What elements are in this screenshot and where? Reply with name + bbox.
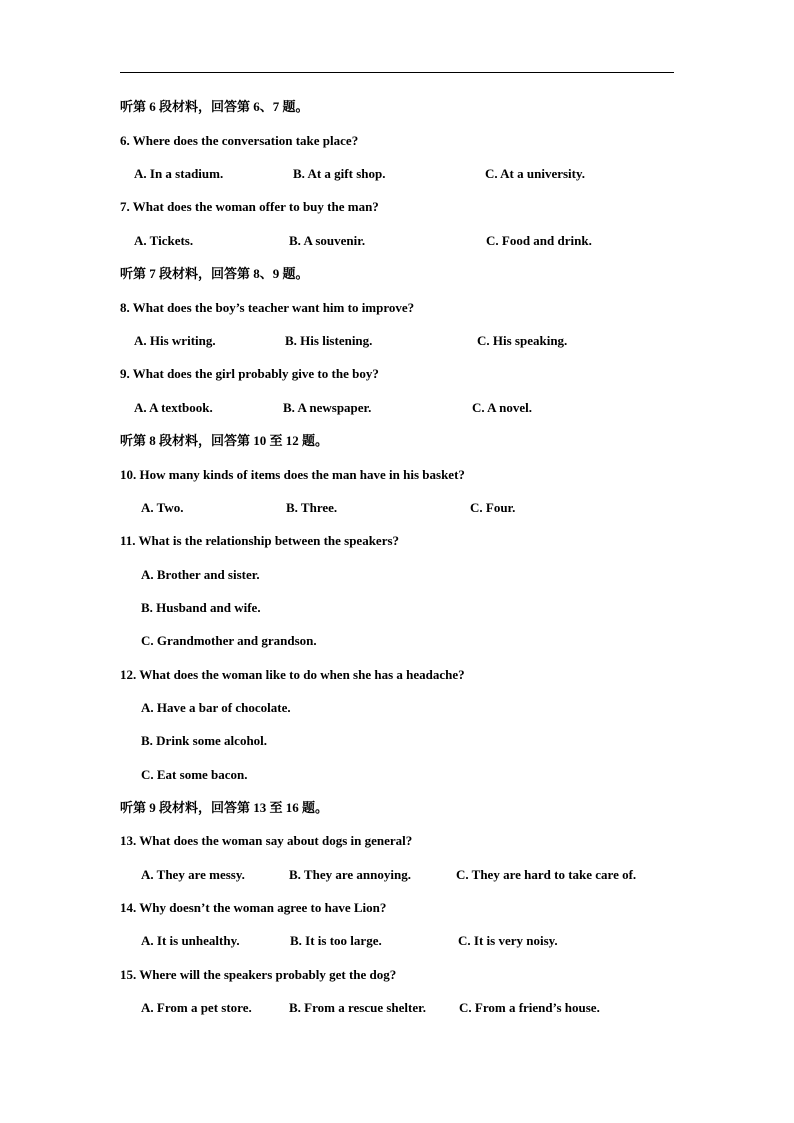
question-10: 10. How many kinds of items does the man have in his basket? — [120, 467, 465, 482]
question-13: 13. What does the woman say about dogs in general? — [120, 833, 413, 848]
question-15: 15. Where will the speakers probably get the dog? — [120, 967, 397, 982]
question-12: 12. What does the woman like to do when she has a headache? — [120, 667, 465, 682]
question-8-option-c: C. His speaking. — [477, 333, 568, 348]
question-9: 9. What does the girl probably give to the boy? — [120, 366, 379, 381]
question-8-option-b: B. His listening. — [285, 333, 373, 348]
question-13-option-a: A. They are messy. — [141, 867, 245, 882]
question-12-option-b: B. Drink some alcohol. — [141, 733, 268, 748]
question-6-option-c: C. At a university. — [485, 166, 586, 181]
question-8: 8. What does the boy’s teacher want him to improve? — [120, 300, 415, 315]
question-15-option-a: A. From a pet store. — [141, 1000, 252, 1015]
question-14: 14. Why doesn’t the woman agree to have Lion? — [120, 900, 387, 915]
question-12-option-c: C. Eat some bacon. — [141, 767, 248, 782]
section-header: 听第 6 段材料，回答第 6、7 题。 — [120, 99, 309, 114]
question-10-option-c: C. Four. — [470, 500, 516, 515]
question-14-option-a: A. It is unhealthy. — [141, 933, 240, 948]
question-7-option-c: C. Food and drink. — [486, 233, 592, 248]
question-11: 11. What is the relationship between the speakers? — [120, 533, 400, 548]
question-9-option-a: A. A textbook. — [134, 400, 213, 415]
question-9-option-c: C. A novel. — [472, 400, 532, 415]
question-7: 7. What does the woman offer to buy the man? — [120, 199, 379, 214]
question-10-option-b: B. Three. — [286, 500, 338, 515]
question-11-option-c: C. Grandmother and grandson. — [141, 633, 317, 648]
question-6-option-a: A. In a stadium. — [134, 166, 224, 181]
question-14-option-c: C. It is very noisy. — [458, 933, 558, 948]
question-12-option-a: A. Have a bar of chocolate. — [141, 700, 291, 715]
question-7-option-b: B. A souvenir. — [289, 233, 366, 248]
question-11-option-b: B. Husband and wife. — [141, 600, 261, 615]
question-14-option-b: B. It is too large. — [290, 933, 382, 948]
question-8-option-a: A. His writing. — [134, 333, 216, 348]
question-13-option-c: C. They are hard to take care of. — [456, 867, 637, 882]
section-header: 听第 9 段材料，回答第 13 至 16 题。 — [120, 800, 329, 815]
question-7-option-a: A. Tickets. — [134, 233, 194, 248]
question-15-option-b: B. From a rescue shelter. — [289, 1000, 426, 1015]
question-6-option-b: B. At a gift shop. — [293, 166, 386, 181]
question-15-option-c: C. From a friend’s house. — [459, 1000, 600, 1015]
question-10-option-a: A. Two. — [141, 500, 184, 515]
question-9-option-b: B. A newspaper. — [283, 400, 372, 415]
question-13-option-b: B. They are annoying. — [289, 867, 411, 882]
header-rule — [120, 72, 674, 73]
section-header: 听第 7 段材料，回答第 8、9 题。 — [120, 266, 309, 281]
question-11-option-a: A. Brother and sister. — [141, 567, 260, 582]
section-header: 听第 8 段材料，回答第 10 至 12 题。 — [120, 433, 329, 448]
question-6: 6. Where does the conversation take place? — [120, 133, 359, 148]
